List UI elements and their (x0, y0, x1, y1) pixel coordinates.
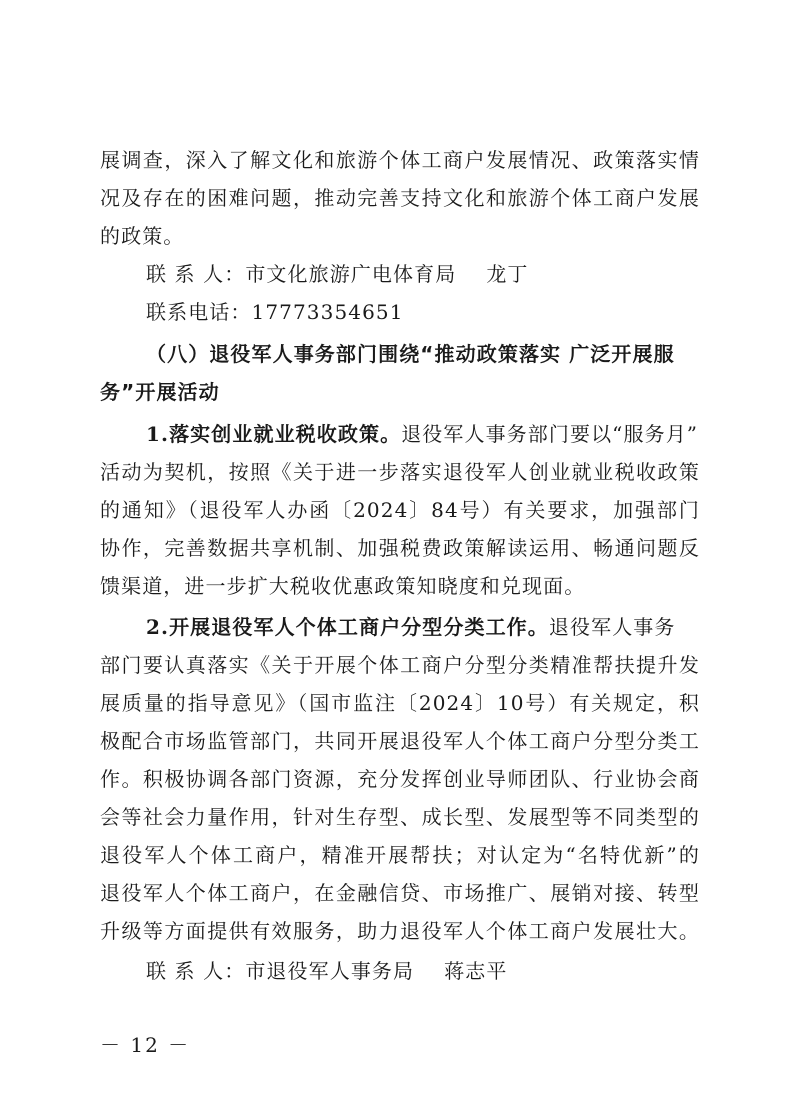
paragraph-line: 馈渠道，进一步扩大税收优惠政策知晓度和兑现面。 (100, 574, 586, 598)
paragraph-line: 展质量的指导意见》（国市监注〔2024〕10号）有关规定，积 (100, 691, 700, 715)
paragraph-line: 退役军人个体工商户，在金融信贷、市场推广、展销对接、转型 (100, 881, 700, 905)
paragraph-line: 极配合市场监管部门，共同开展退役军人个体工商户分型分类工 (100, 729, 700, 753)
paragraph-line: 退役军人个体工商户，精准开展帮扶；对认定为“名特优新”的 (100, 843, 700, 867)
paragraph-line: 作。积极协调各部门资源，充分发挥创业导师团队、行业协会商 (100, 767, 700, 791)
contact-line-culture (146, 259, 746, 289)
contact-org: 市退役军人事务局 (245, 959, 415, 983)
paragraph-line: 况及存在的困难问题，推动完善支持文化和旅游个体工商户发展 (100, 186, 700, 210)
paragraph-line: 活动为契机，按照《关于进一步落实退役军人创业就业税收政策 (100, 460, 700, 484)
section-heading-cont: 务”开展活动 (100, 380, 220, 404)
item2-text: 退役军人事务 (548, 615, 676, 639)
item2-title: 2.开展退役军人个体工商户分型分类工作。 (146, 615, 549, 639)
contact-line-veterans (146, 956, 746, 986)
item1-title: 1.落实创业就业税收政策。 (146, 422, 402, 446)
page-number: － 12 － (100, 1033, 191, 1057)
paragraph-line: 部门要认真落实《关于开展个体工商户分型分类精准帮扶提升发 (100, 653, 700, 677)
paragraph-line: 会等社会力量作用，针对生存型、成长型、发展型等不同类型的 (100, 805, 700, 829)
phone-line-culture (146, 297, 746, 327)
contact-person: 龙丁 (486, 262, 529, 286)
item1-text: 退役军人事务部门要以“服务月” (401, 422, 699, 446)
section-heading: （八）退役军人事务部门围绕“推动政策落实 广泛开展服 (146, 342, 675, 366)
paragraph-line: 的政策。 (100, 224, 185, 248)
paragraph-line: 展调查，深入了解文化和旅游个体工商户发展情况、政策落实情 (100, 148, 700, 172)
phone-number: 17773354651 (251, 300, 404, 324)
paragraph-line: 的通知》（退役军人办函〔2024〕84号）有关要求，加强部门 (100, 498, 700, 522)
contact-label: 联 系 人： (146, 262, 246, 286)
contact-org: 市文化旅游广电体育局 (245, 262, 457, 286)
item1-first-line (146, 419, 700, 449)
item2-first-line (146, 612, 700, 642)
phone-label: 联系电话： (146, 300, 252, 324)
paragraph-line: 升级等方面提供有效服务，助力退役军人个体工商户发展壮大。 (100, 919, 700, 943)
contact-label: 联 系 人： (146, 959, 246, 983)
contact-person: 蒋志平 (444, 959, 508, 983)
paragraph-line: 协作，完善数据共享机制、加强税费政策解读运用、畅通问题反 (100, 536, 700, 560)
